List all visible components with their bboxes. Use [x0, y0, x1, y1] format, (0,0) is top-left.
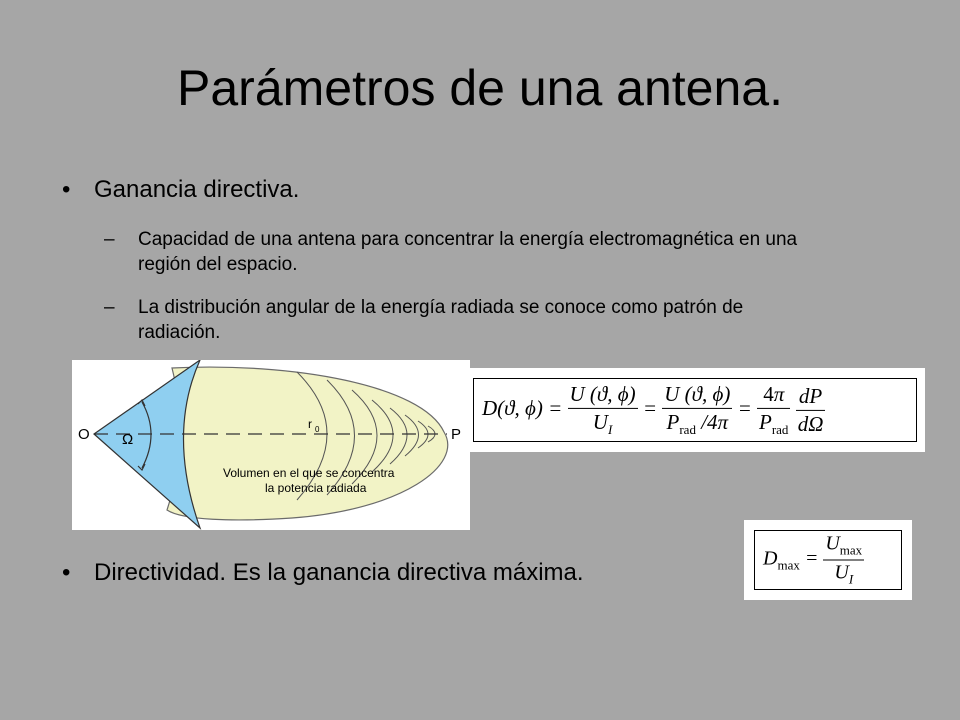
directivity-formula [744, 520, 912, 600]
formula-frame [754, 530, 902, 590]
radius-label-sub: 0 [315, 425, 320, 434]
bullet-directividad [62, 558, 584, 588]
slide-title: Parámetros de una antena. [177, 60, 783, 116]
solid-angle-cone [94, 360, 200, 528]
subitem-text: Capacidad de una antena para concentrar la energía electromagnética en una región del espacio. [138, 229, 798, 275]
omega-label: Ω [122, 431, 134, 448]
formula-frame [473, 378, 917, 442]
caption-line-2: la potencia radiada [265, 481, 367, 495]
bullet-ganancia [62, 175, 299, 205]
origin-label: O [78, 426, 90, 443]
dash-marker: – [104, 229, 115, 250]
radiation-pattern-svg [72, 360, 470, 530]
caption-line-1: Volumen en el que se concentra [223, 466, 395, 480]
subitem-text: La distribución angular de la energía radiada se conoce como patrón de radiación. [138, 297, 744, 343]
point-label: P [451, 426, 462, 443]
subitem-capacidad [104, 227, 824, 277]
bullet-text: Ganancia directiva. [94, 176, 300, 203]
radiation-pattern-diagram [72, 360, 470, 530]
dash-marker: – [104, 297, 115, 318]
bullet-text: Directividad. Es la ganancia directiva máxima. [94, 559, 584, 586]
formula-expression: D(ϑ, ϕ) = $\frac{U (ϑ, \phi)}{U_I}$ = $\frac{U (ϑ, \phi)}{P_{rad} /4\pi}$ = $\frac{4\pi}{P_{rad}}$ $\frac{dP}{d\Omega}$ [482, 381, 824, 438]
bullet-marker: • [62, 559, 71, 586]
subitem-distribucion [104, 295, 824, 345]
formula-expression: $D_{max}$ = $\frac{U_{max}}{U_I}$ [763, 532, 863, 587]
bullet-marker: • [62, 176, 71, 203]
directive-gain-formula [467, 368, 925, 452]
radius-label: r [308, 417, 312, 431]
